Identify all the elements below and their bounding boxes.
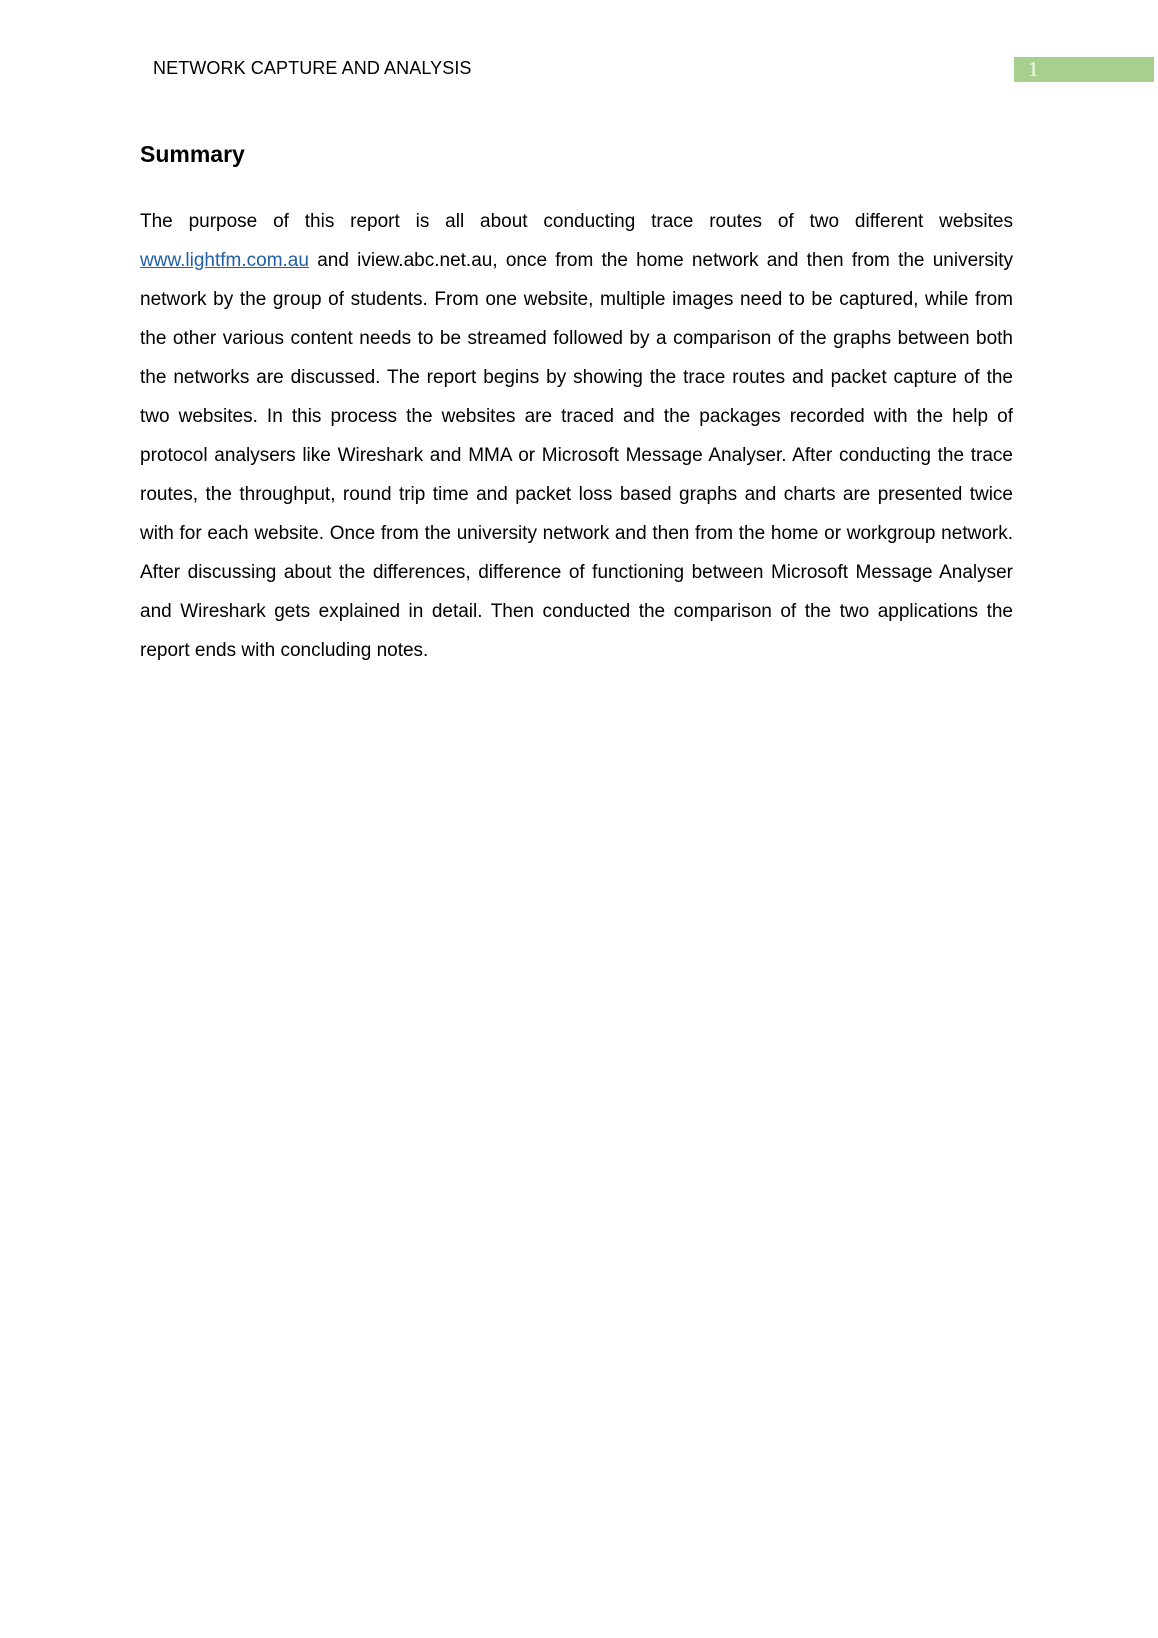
paragraph-text-rest: and iview.abc.net.au, once from the home network and then from the university network by the group of students. From one website, multiple images need to be captured, while from the other various content needs to be streamed followed by a comparison of the graphs between both the networks are discussed. The report begins by showing the trace routes and packet capture of the two websites. In this process the websites are traced and the packages recorded with the help of protocol analysers like Wireshark and MMA or Microsoft Message Analyser. After conducting the trace routes, the throughput, round trip time and packet loss based graphs and charts are presented twice with for each website. Once from the university network and then from the home or workgroup network. After discussing about the differences, difference of functioning between Microsoft Message Analyser and Wireshark gets explained in detail. Then conducted the comparison of the two applications the report ends with concluding notes. — [140, 250, 1013, 661]
running-header-title: NETWORK CAPTURE AND ANALYSIS — [153, 58, 472, 78]
section-heading: Summary — [140, 141, 245, 167]
paragraph-text-start: The purpose of this report is all about conducting trace routes of two different websites — [140, 211, 1013, 232]
summary-paragraph — [140, 202, 1013, 670]
website-link[interactable]: www.lightfm.com.au — [140, 250, 309, 271]
page-number-badge: 1 — [1014, 57, 1154, 82]
